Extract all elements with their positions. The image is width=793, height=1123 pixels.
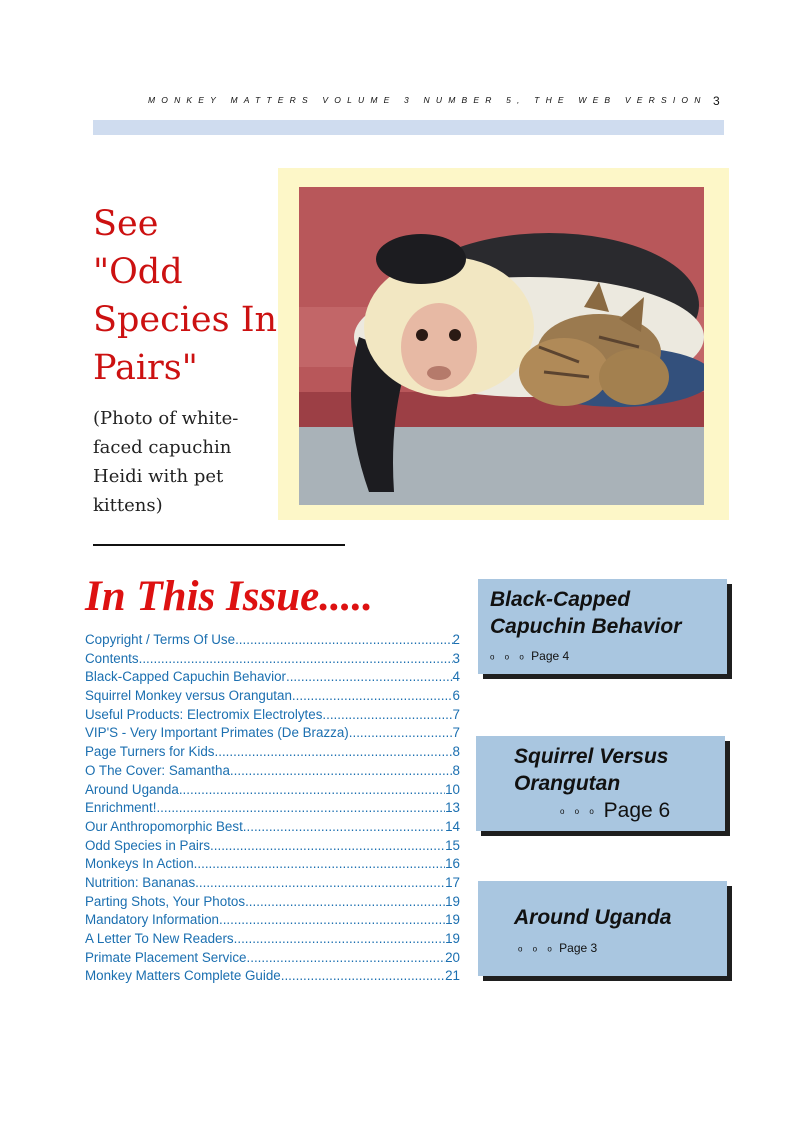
toc-entry-page: 19: [445, 912, 460, 928]
toc-leader-dots: [179, 782, 445, 797]
toc-entry-title: Squirrel Monkey versus Orangutan: [85, 688, 292, 704]
toc-entry-title: Contents: [85, 650, 139, 666]
page-number: 3: [713, 94, 720, 108]
feature-title: [514, 904, 672, 931]
toc-leader-dots: [247, 950, 446, 965]
toc-leader-dots: [349, 725, 453, 740]
bullet-circles: o o o: [490, 652, 528, 662]
toc-entry[interactable]: [85, 950, 460, 969]
toc-entry-title: Monkeys In Action: [85, 856, 194, 872]
toc-entry-page: 17: [445, 874, 460, 890]
toc-leader-dots: [156, 800, 445, 815]
toc-entry-title: Enrichment!: [85, 800, 157, 816]
toc-leader-dots: [215, 744, 453, 759]
feature-box-capuchin[interactable]: [478, 579, 727, 674]
feature-title-line: Capuchin Behavior: [490, 615, 682, 638]
toc-entry-page: 19: [445, 931, 460, 946]
feature-title-line: Around Uganda: [514, 906, 672, 929]
toc-entry[interactable]: [85, 875, 460, 894]
toc-entry[interactable]: [85, 651, 460, 670]
toc-leader-dots: [219, 912, 445, 927]
toc-entry-title: Around Uganda: [85, 781, 179, 797]
toc-entry-title: O The Cover: Samantha: [85, 762, 230, 778]
toc-entry[interactable]: [85, 819, 460, 838]
bullet-circles: o o o: [560, 806, 598, 816]
toc-leader-dots: [210, 838, 445, 853]
toc-entry-page: 6: [452, 688, 460, 704]
toc-entry-page: 4: [452, 669, 460, 685]
toc-entry-page: 14: [445, 818, 460, 834]
feature-title-line: Orangutan: [514, 772, 621, 795]
toc-entry-page: 10: [445, 781, 460, 797]
toc-entry-page: 15: [445, 837, 460, 853]
toc-entry-title: Parting Shots, Your Photos: [85, 893, 246, 909]
promo-line: "Odd: [93, 252, 183, 292]
toc-leader-dots: [292, 688, 453, 703]
toc-entry-page: 8: [452, 744, 460, 760]
toc-leader-dots: [281, 968, 445, 983]
toc-entry-title: Mandatory Information: [85, 912, 219, 928]
toc-leader-dots: [195, 875, 445, 890]
toc-leader-dots: [230, 763, 453, 778]
toc-entry-page: 7: [452, 725, 460, 741]
toc-leader-dots: [322, 707, 452, 722]
header-rule: [93, 120, 724, 135]
toc-entry[interactable]: [85, 894, 460, 913]
toc-entry-page: 8: [452, 762, 460, 778]
toc-leader-dots: [245, 894, 445, 909]
toc-entry[interactable]: [85, 725, 460, 744]
toc-entry-title: Copyright / Terms Of Use: [85, 632, 236, 647]
feature-title: [514, 743, 668, 797]
toc-entry-page: 21: [445, 968, 460, 984]
capuchin-kittens-photo: [299, 187, 704, 505]
toc-entry-page: 13: [445, 800, 460, 816]
toc-entry-page: 3: [452, 650, 460, 666]
toc-leader-dots: [235, 632, 452, 647]
feature-page-ref: [560, 799, 670, 823]
toc-entry[interactable]: [85, 931, 460, 950]
feature-page-ref: [518, 941, 597, 955]
toc-entry[interactable]: [85, 669, 460, 688]
photo-caption: (Photo of white-faced capuchin Heidi with pet kittens): [93, 408, 239, 516]
toc-entry[interactable]: [85, 968, 460, 987]
promo-heading: [93, 200, 278, 392]
toc-leader-dots: [243, 819, 445, 834]
promo-line: Species In: [93, 300, 278, 340]
toc-leader-dots: [194, 856, 445, 871]
toc-entry[interactable]: [85, 912, 460, 931]
feature-page-label: Page 3: [559, 941, 598, 955]
toc-leader-dots: [234, 931, 445, 946]
promo-line: See: [93, 204, 159, 244]
section-divider: [93, 544, 345, 546]
toc-entry[interactable]: [85, 744, 460, 763]
toc-entry-page: 16: [445, 856, 460, 872]
toc-entry[interactable]: [85, 763, 460, 782]
feature-title-line: Black-Capped: [490, 588, 631, 611]
toc-entry[interactable]: [85, 838, 460, 857]
toc-entry-title: Odd Species in Pairs: [85, 837, 211, 853]
feature-title: [490, 586, 681, 640]
toc-entry-page: 2: [452, 632, 460, 647]
toc-heading: In This Issue.....: [85, 573, 373, 620]
toc-entry-title: VIP'S - Very Important Primates (De Brazza): [85, 725, 349, 741]
toc-entry-title: Nutrition: Bananas: [85, 874, 196, 890]
toc-entry-title: Monkey Matters Complete Guide: [85, 968, 281, 984]
toc-entry[interactable]: [85, 707, 460, 726]
toc-entry[interactable]: [85, 800, 460, 819]
toc-leader-dots: [286, 669, 453, 684]
feature-title-line: Squirrel Versus: [514, 745, 669, 768]
toc-entry[interactable]: [85, 856, 460, 875]
feature-page-label: Page 4: [531, 649, 570, 663]
toc-entry-page: 7: [452, 706, 460, 722]
toc-entry-title: Page Turners for Kids: [85, 744, 215, 760]
bullet-circles: o o o: [518, 944, 556, 954]
toc-entry[interactable]: [85, 782, 460, 801]
toc-entry-title: A Letter To New Readers: [85, 931, 234, 946]
toc-entry-title: Primate Placement Service: [85, 949, 247, 965]
toc-entry[interactable]: [85, 688, 460, 707]
toc-entry-title: Our Anthropomorphic Best: [85, 818, 243, 834]
toc-entry-page: 20: [445, 949, 460, 965]
promo-line: Pairs": [93, 348, 198, 388]
toc-entry-page: 19: [445, 893, 460, 909]
toc-leader-dots: [139, 651, 453, 666]
table-of-contents: [85, 632, 460, 987]
running-header: MONKEY MATTERS VOLUME 3 NUMBER 5, THE WEB VERSION: [148, 95, 707, 105]
toc-entry-title: Black-Capped Capuchin Behavior: [85, 669, 286, 685]
photo-frame: [278, 168, 729, 520]
toc-entry[interactable]: [85, 632, 460, 651]
feature-box-uganda[interactable]: [478, 881, 727, 976]
feature-page-label: Page 6: [603, 799, 671, 822]
feature-box-squirrel[interactable]: [476, 736, 725, 831]
toc-entry-title: Useful Products: Electromix Electrolytes: [85, 706, 323, 722]
feature-page-ref: [490, 649, 569, 663]
